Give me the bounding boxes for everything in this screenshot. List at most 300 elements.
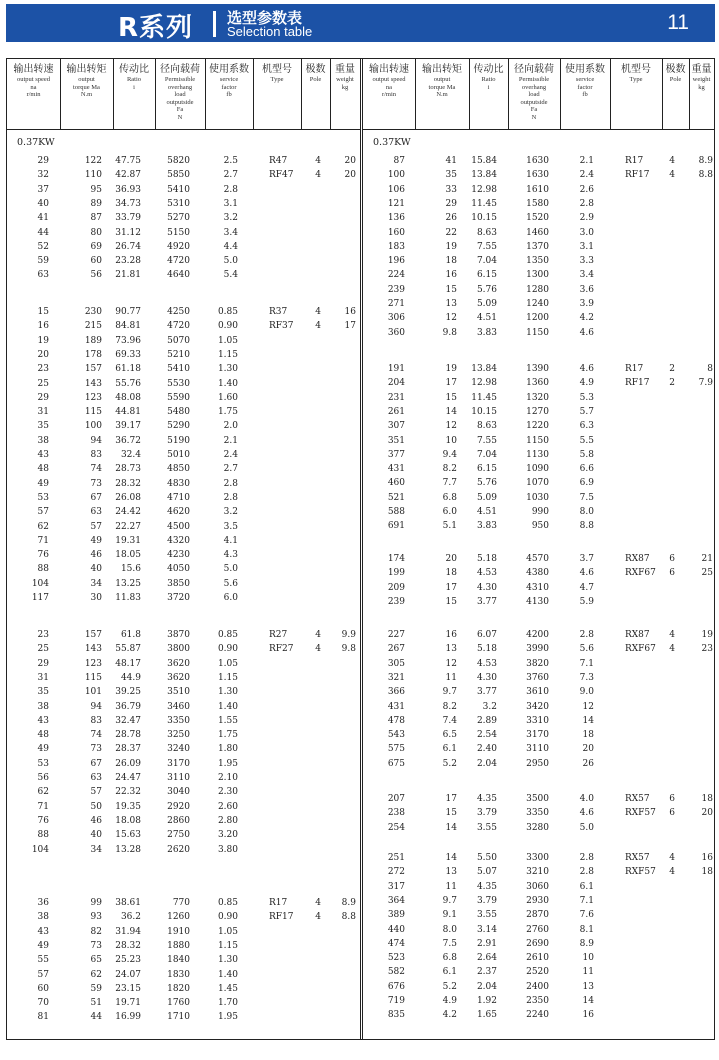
cell-overhang-load: 3460 bbox=[167, 701, 190, 712]
cell-overhang-load: 990 bbox=[531, 507, 549, 517]
table-row bbox=[7, 997, 360, 1010]
cell-output-torque: 26 bbox=[445, 213, 457, 224]
cell-service-factor: 0.90 bbox=[217, 912, 238, 923]
cell-output-speed: 543 bbox=[387, 730, 405, 741]
cell-overhang-load: 4250 bbox=[167, 307, 190, 317]
cell-output-speed: 38 bbox=[37, 912, 49, 923]
cell-output-torque: 57 bbox=[90, 521, 102, 532]
cell-service-factor: 1.15 bbox=[217, 349, 238, 360]
cell-ratio: 39.17 bbox=[115, 421, 141, 432]
cell-overhang-load: 1150 bbox=[526, 435, 549, 446]
table-row bbox=[7, 449, 360, 462]
cell-output-speed: 389 bbox=[387, 910, 405, 921]
header-output-speed bbox=[363, 59, 415, 129]
cell-output-torque: 44 bbox=[90, 1012, 102, 1023]
cell-ratio: 7.04 bbox=[476, 256, 497, 267]
cell-ratio: 22.32 bbox=[115, 787, 141, 798]
table-row bbox=[363, 269, 714, 282]
cell-service-factor: 4.9 bbox=[579, 378, 594, 389]
cell-output-torque: 6.1 bbox=[442, 744, 457, 755]
cell-overhang-load: 2520 bbox=[526, 967, 549, 978]
table-row bbox=[363, 435, 714, 448]
cell-overhang-load: 3760 bbox=[526, 672, 549, 683]
cell-output-speed: 56 bbox=[37, 773, 49, 783]
header-divider-stub bbox=[415, 115, 416, 129]
table-row bbox=[363, 582, 714, 595]
cell-ratio: 4.53 bbox=[476, 568, 497, 579]
cell-ratio: 42.87 bbox=[115, 170, 141, 181]
cell-service-factor: 7.6 bbox=[579, 910, 594, 921]
cell-output-speed: 267 bbox=[387, 644, 405, 655]
cell-output-speed: 160 bbox=[387, 227, 405, 238]
cell-output-torque: 9.7 bbox=[442, 687, 457, 698]
cell-ratio: 55.76 bbox=[115, 378, 141, 389]
cell-ratio: 3.55 bbox=[476, 822, 497, 833]
cell-weight: 9.9 bbox=[341, 630, 356, 640]
table-row bbox=[7, 306, 360, 319]
cell-output-speed: 440 bbox=[387, 924, 405, 935]
cell-output-speed: 174 bbox=[387, 554, 405, 564]
header-service-factor bbox=[205, 59, 253, 129]
cell-type: RF27 bbox=[269, 644, 294, 655]
cell-ratio: 6.07 bbox=[476, 630, 497, 640]
cell-output-speed: 49 bbox=[37, 940, 49, 951]
table-row bbox=[363, 729, 714, 742]
cell-service-factor: 2.5 bbox=[223, 156, 238, 166]
cell-output-speed: 57 bbox=[37, 969, 49, 980]
power-label: 0.37KW bbox=[17, 137, 55, 148]
cell-weight: 25 bbox=[701, 568, 713, 579]
cell-overhang-load: 3870 bbox=[167, 630, 190, 640]
cell-weight: 8 bbox=[707, 364, 713, 374]
cell-output-torque: 50 bbox=[90, 801, 102, 812]
cell-overhang-load: 1360 bbox=[526, 378, 549, 389]
cell-output-torque: 73 bbox=[90, 744, 102, 755]
cell-weight: 16 bbox=[701, 853, 713, 863]
table-row bbox=[363, 449, 714, 462]
table-row bbox=[7, 255, 360, 268]
cell-service-factor: 1.55 bbox=[217, 715, 238, 726]
table-row bbox=[7, 578, 360, 591]
table-row bbox=[363, 643, 714, 656]
cell-weight: 19 bbox=[701, 630, 713, 640]
cell-output-torque: 101 bbox=[84, 687, 102, 698]
header-cn-label: 机型号 bbox=[621, 64, 651, 75]
cell-output-speed: 307 bbox=[387, 421, 405, 432]
cell-ratio: 15.84 bbox=[471, 156, 497, 166]
cell-overhang-load: 1460 bbox=[526, 227, 549, 238]
cell-overhang-load: 4620 bbox=[167, 507, 190, 518]
cell-overhang-load: 1910 bbox=[167, 926, 190, 937]
cell-output-torque: 94 bbox=[90, 701, 102, 712]
table-row bbox=[7, 241, 360, 254]
table-row bbox=[363, 392, 714, 405]
table-row bbox=[363, 596, 714, 609]
cell-output-speed: 675 bbox=[387, 758, 405, 769]
cell-ratio: 36.2 bbox=[120, 912, 141, 923]
cell-overhang-load: 1630 bbox=[526, 170, 549, 181]
cell-output-torque: 46 bbox=[90, 550, 102, 561]
cell-ratio: 3.2 bbox=[482, 701, 497, 712]
cell-service-factor: 26 bbox=[582, 758, 594, 769]
cell-service-factor: 2.6 bbox=[579, 184, 594, 195]
cell-output-speed: 37 bbox=[37, 184, 49, 195]
cell-ratio: 6.15 bbox=[476, 270, 497, 281]
cell-output-torque: 74 bbox=[90, 464, 102, 475]
cell-ratio: 2.91 bbox=[476, 938, 497, 949]
cell-output-torque: 157 bbox=[84, 364, 102, 375]
cell-service-factor: 2.8 bbox=[579, 630, 594, 640]
header-divider bbox=[253, 59, 254, 129]
cell-overhang-load: 4310 bbox=[526, 582, 549, 593]
header-type bbox=[610, 59, 662, 129]
cell-pole: 4 bbox=[669, 853, 675, 863]
cell-output-speed: 691 bbox=[387, 521, 405, 532]
table-row bbox=[363, 553, 714, 566]
table-row bbox=[363, 241, 714, 254]
cell-overhang-load: 3300 bbox=[526, 853, 549, 863]
cell-ratio: 11.45 bbox=[471, 198, 497, 209]
cell-output-speed: 227 bbox=[387, 630, 405, 640]
cell-overhang-load: 2350 bbox=[526, 996, 549, 1006]
cell-ratio: 3.83 bbox=[476, 521, 497, 532]
cell-service-factor: 3.20 bbox=[217, 830, 238, 841]
cell-output-speed: 52 bbox=[37, 241, 49, 252]
cell-overhang-load: 2870 bbox=[526, 910, 549, 921]
cell-output-speed: 239 bbox=[387, 284, 405, 295]
cell-ratio: 5.18 bbox=[476, 644, 497, 655]
cell-service-factor: 1.05 bbox=[217, 658, 238, 669]
cell-output-torque: 34 bbox=[90, 844, 102, 855]
cell-ratio: 13.84 bbox=[471, 170, 497, 181]
table-row bbox=[7, 743, 360, 756]
cell-overhang-load: 1260 bbox=[167, 912, 190, 923]
cell-service-factor: 2.8 bbox=[579, 853, 594, 863]
cell-output-speed: 76 bbox=[37, 815, 49, 826]
cell-ratio: 33.79 bbox=[115, 213, 141, 224]
table-row bbox=[363, 807, 714, 820]
cell-ratio: 2.64 bbox=[476, 953, 497, 964]
cell-ratio: 36.79 bbox=[115, 701, 141, 712]
cell-ratio: 10.15 bbox=[471, 406, 497, 417]
table-row bbox=[363, 298, 714, 311]
cell-output-torque: 51 bbox=[90, 998, 102, 1009]
cell-overhang-load: 5210 bbox=[167, 349, 190, 360]
cell-service-factor: 2.8 bbox=[579, 198, 594, 209]
cell-output-speed: 588 bbox=[387, 507, 405, 517]
cell-weight: 7.9 bbox=[698, 378, 713, 389]
cell-ratio: 26.09 bbox=[115, 758, 141, 769]
cell-output-torque: 95 bbox=[90, 184, 102, 195]
table-row bbox=[7, 269, 360, 282]
table-row bbox=[7, 478, 360, 491]
cell-output-speed: 136 bbox=[387, 213, 405, 224]
cell-overhang-load: 3170 bbox=[167, 758, 190, 769]
header-en-label: weight kg bbox=[692, 76, 711, 91]
cell-ratio: 73.96 bbox=[115, 335, 141, 346]
cell-overhang-load: 5070 bbox=[167, 335, 190, 346]
table-row bbox=[363, 420, 714, 433]
header-weight bbox=[330, 59, 360, 129]
cell-ratio: 44.9 bbox=[120, 672, 141, 683]
table-row bbox=[7, 772, 360, 785]
cell-pole: 6 bbox=[669, 794, 675, 804]
cell-overhang-load: 5310 bbox=[167, 198, 190, 209]
cell-ratio: 84.81 bbox=[115, 321, 141, 332]
cell-service-factor: 5.8 bbox=[579, 449, 594, 460]
cell-output-speed: 254 bbox=[387, 822, 405, 833]
cell-overhang-load: 4640 bbox=[167, 270, 190, 281]
cell-ratio: 39.25 bbox=[115, 687, 141, 698]
table-row bbox=[7, 535, 360, 548]
cell-ratio: 1.92 bbox=[476, 996, 497, 1006]
cell-service-factor: 4.4 bbox=[223, 241, 238, 252]
cell-pole: 4 bbox=[315, 307, 321, 317]
cell-overhang-load: 3110 bbox=[526, 744, 549, 755]
cell-overhang-load: 2920 bbox=[167, 801, 190, 812]
cell-service-factor: 3.4 bbox=[579, 270, 594, 281]
cell-overhang-load: 4720 bbox=[167, 256, 190, 267]
cell-service-factor: 2.8 bbox=[579, 867, 594, 878]
cell-overhang-load: 4050 bbox=[167, 564, 190, 575]
cell-ratio: 32.47 bbox=[115, 715, 141, 726]
cell-output-speed: 121 bbox=[387, 198, 405, 209]
cell-output-speed: 31 bbox=[37, 672, 49, 683]
table-row bbox=[7, 758, 360, 771]
cell-ratio: 12.98 bbox=[471, 378, 497, 389]
cell-service-factor: 12 bbox=[582, 701, 594, 712]
cell-overhang-load: 2400 bbox=[526, 981, 549, 992]
cell-output-torque: 18 bbox=[445, 256, 457, 267]
cell-output-torque: 7.4 bbox=[442, 715, 457, 726]
table-row bbox=[7, 349, 360, 362]
cell-output-speed: 76 bbox=[37, 550, 49, 561]
cell-output-speed: 104 bbox=[31, 578, 49, 589]
cell-service-factor: 1.70 bbox=[217, 998, 238, 1009]
cell-ratio: 2.89 bbox=[476, 715, 497, 726]
table-row bbox=[7, 592, 360, 605]
table-row bbox=[7, 184, 360, 197]
cell-overhang-load: 3210 bbox=[526, 867, 549, 878]
table-row bbox=[7, 378, 360, 391]
cell-service-factor: 1.40 bbox=[217, 378, 238, 389]
cell-pole: 4 bbox=[315, 170, 321, 181]
cell-output-torque: 65 bbox=[90, 955, 102, 966]
cell-output-speed: 106 bbox=[387, 184, 405, 195]
cell-output-torque: 14 bbox=[445, 406, 457, 417]
cell-ratio: 11.45 bbox=[471, 392, 497, 403]
cell-output-speed: 104 bbox=[31, 844, 49, 855]
cell-output-speed: 19 bbox=[37, 335, 49, 346]
cell-overhang-load: 2610 bbox=[526, 953, 549, 964]
cell-type: RF17 bbox=[625, 170, 650, 181]
table-row bbox=[7, 420, 360, 433]
cell-service-factor: 3.2 bbox=[223, 213, 238, 224]
cell-type: RX87 bbox=[625, 554, 650, 564]
cell-overhang-load: 1580 bbox=[526, 198, 549, 209]
cell-weight: 8.9 bbox=[341, 898, 356, 908]
table-row bbox=[363, 909, 714, 922]
cell-weight: 8.9 bbox=[698, 156, 713, 166]
cell-overhang-load: 3060 bbox=[526, 881, 549, 892]
cell-service-factor: 0.90 bbox=[217, 644, 238, 655]
cell-output-speed: 43 bbox=[37, 450, 49, 460]
header-divider bbox=[662, 59, 663, 129]
cell-service-factor: 4.3 bbox=[223, 550, 238, 561]
left-table-half bbox=[7, 59, 360, 1039]
cell-overhang-load: 1240 bbox=[526, 299, 549, 309]
table-row bbox=[7, 786, 360, 799]
cell-ratio: 47.75 bbox=[115, 156, 141, 166]
cell-output-torque: 12 bbox=[445, 421, 457, 432]
cell-overhang-load: 5850 bbox=[167, 170, 190, 181]
cell-service-factor: 7.1 bbox=[579, 895, 594, 906]
cell-overhang-load: 4710 bbox=[167, 492, 190, 503]
table-row bbox=[363, 255, 714, 268]
cell-output-torque: 143 bbox=[84, 378, 102, 389]
cell-pole: 4 bbox=[669, 156, 675, 166]
cell-overhang-load: 5410 bbox=[167, 184, 190, 195]
header-cn-label: 输出转速 bbox=[13, 64, 54, 75]
cell-overhang-load: 2860 bbox=[167, 815, 190, 826]
table-row bbox=[7, 715, 360, 728]
cell-output-speed: 70 bbox=[37, 998, 49, 1009]
cell-output-speed: 224 bbox=[387, 270, 405, 281]
header-divider-stub bbox=[508, 115, 509, 129]
cell-output-torque: 40 bbox=[90, 564, 102, 575]
cell-ratio: 3.14 bbox=[476, 924, 497, 935]
cell-output-speed: 676 bbox=[387, 981, 405, 992]
cell-ratio: 5.09 bbox=[476, 492, 497, 503]
cell-output-speed: 271 bbox=[387, 299, 405, 309]
header-type bbox=[253, 59, 301, 129]
cell-ratio: 26.74 bbox=[115, 241, 141, 252]
cell-output-speed: 317 bbox=[387, 881, 405, 892]
cell-ratio: 44.81 bbox=[115, 407, 141, 418]
table-row bbox=[363, 327, 714, 340]
cell-service-factor: 4.6 bbox=[579, 568, 594, 579]
cell-output-torque: 63 bbox=[90, 507, 102, 518]
cell-output-speed: 15 bbox=[37, 307, 49, 317]
cell-service-factor: 7.1 bbox=[579, 658, 594, 669]
table-row bbox=[363, 198, 714, 211]
cell-overhang-load: 1830 bbox=[167, 969, 190, 980]
cell-output-speed: 377 bbox=[387, 449, 405, 460]
cell-pole: 4 bbox=[315, 644, 321, 655]
cell-ratio: 5.76 bbox=[476, 284, 497, 295]
header-cn-label: 径向载荷 bbox=[160, 64, 200, 75]
cell-output-torque: 189 bbox=[84, 335, 102, 346]
cell-output-torque: 8.0 bbox=[442, 924, 457, 935]
cell-weight: 8.8 bbox=[698, 170, 713, 181]
table-row bbox=[363, 895, 714, 908]
table-row bbox=[7, 549, 360, 562]
cell-type: RXF67 bbox=[625, 644, 656, 655]
cell-output-torque: 17 bbox=[445, 378, 457, 389]
cell-service-factor: 2.60 bbox=[217, 801, 238, 812]
cell-service-factor: 6.9 bbox=[579, 478, 594, 489]
table-row bbox=[7, 911, 360, 924]
cell-type: RXF57 bbox=[625, 808, 656, 819]
header-en-label: output torque Ma N.m bbox=[73, 76, 100, 99]
selection-table bbox=[6, 58, 715, 1040]
cell-service-factor: 1.95 bbox=[217, 758, 238, 769]
cell-ratio: 4.35 bbox=[476, 794, 497, 804]
cell-output-speed: 351 bbox=[387, 435, 405, 446]
cell-overhang-load: 1820 bbox=[167, 983, 190, 994]
table-row bbox=[363, 477, 714, 490]
cell-output-speed: 460 bbox=[387, 478, 405, 489]
cell-ratio: 10.15 bbox=[471, 213, 497, 224]
cell-output-torque: 63 bbox=[90, 773, 102, 783]
cell-overhang-load: 1090 bbox=[526, 464, 549, 475]
table-row bbox=[363, 567, 714, 580]
cell-output-torque: 93 bbox=[90, 912, 102, 923]
table-row bbox=[7, 492, 360, 505]
cell-output-speed: 57 bbox=[37, 507, 49, 518]
table-row bbox=[363, 852, 714, 865]
cell-output-torque: 16 bbox=[445, 270, 457, 281]
cell-overhang-load: 1710 bbox=[167, 1012, 190, 1023]
cell-ratio: 3.79 bbox=[476, 895, 497, 906]
cell-ratio: 2.40 bbox=[476, 744, 497, 755]
cell-output-torque: 100 bbox=[84, 421, 102, 432]
cell-ratio: 4.30 bbox=[476, 672, 497, 683]
table-row bbox=[7, 658, 360, 671]
cell-service-factor: 1.60 bbox=[217, 392, 238, 403]
table-row bbox=[363, 672, 714, 685]
header-divider bbox=[301, 59, 302, 129]
table-row bbox=[363, 312, 714, 325]
cell-overhang-load: 1150 bbox=[526, 327, 549, 338]
cell-service-factor: 3.5 bbox=[223, 521, 238, 532]
header-pole bbox=[301, 59, 330, 129]
cell-output-speed: 366 bbox=[387, 687, 405, 698]
cell-ratio: 6.15 bbox=[476, 464, 497, 475]
title-banner bbox=[6, 4, 715, 42]
cell-overhang-load: 5270 bbox=[167, 213, 190, 224]
cell-service-factor: 3.2 bbox=[223, 507, 238, 518]
cell-output-speed: 59 bbox=[37, 256, 49, 267]
cell-pole: 4 bbox=[315, 156, 321, 166]
cell-ratio: 28.32 bbox=[115, 940, 141, 951]
cell-output-speed: 35 bbox=[37, 421, 49, 432]
cell-service-factor: 14 bbox=[582, 715, 594, 726]
cell-ratio: 22.27 bbox=[115, 521, 141, 532]
cell-output-speed: 360 bbox=[387, 327, 405, 338]
header-output-speed bbox=[7, 59, 60, 129]
cell-service-factor: 3.9 bbox=[579, 299, 594, 309]
cell-output-torque: 29 bbox=[445, 198, 457, 209]
cell-output-torque: 4.9 bbox=[442, 996, 457, 1006]
cell-output-torque: 15 bbox=[445, 596, 457, 607]
cell-output-torque: 40 bbox=[90, 830, 102, 841]
table-row bbox=[7, 686, 360, 699]
cell-ratio: 19.35 bbox=[115, 801, 141, 812]
cell-output-torque: 57 bbox=[90, 787, 102, 798]
cell-ratio: 28.37 bbox=[115, 744, 141, 755]
cell-overhang-load: 1350 bbox=[526, 256, 549, 267]
table-row bbox=[363, 686, 714, 699]
cell-output-torque: 22 bbox=[445, 227, 457, 238]
cell-ratio: 7.55 bbox=[476, 241, 497, 252]
cell-overhang-load: 5530 bbox=[167, 378, 190, 389]
table-row bbox=[7, 801, 360, 814]
cell-ratio: 2.54 bbox=[476, 730, 497, 741]
table-row bbox=[7, 463, 360, 476]
page-number: 11 bbox=[667, 11, 689, 34]
cell-output-speed: 261 bbox=[387, 406, 405, 417]
